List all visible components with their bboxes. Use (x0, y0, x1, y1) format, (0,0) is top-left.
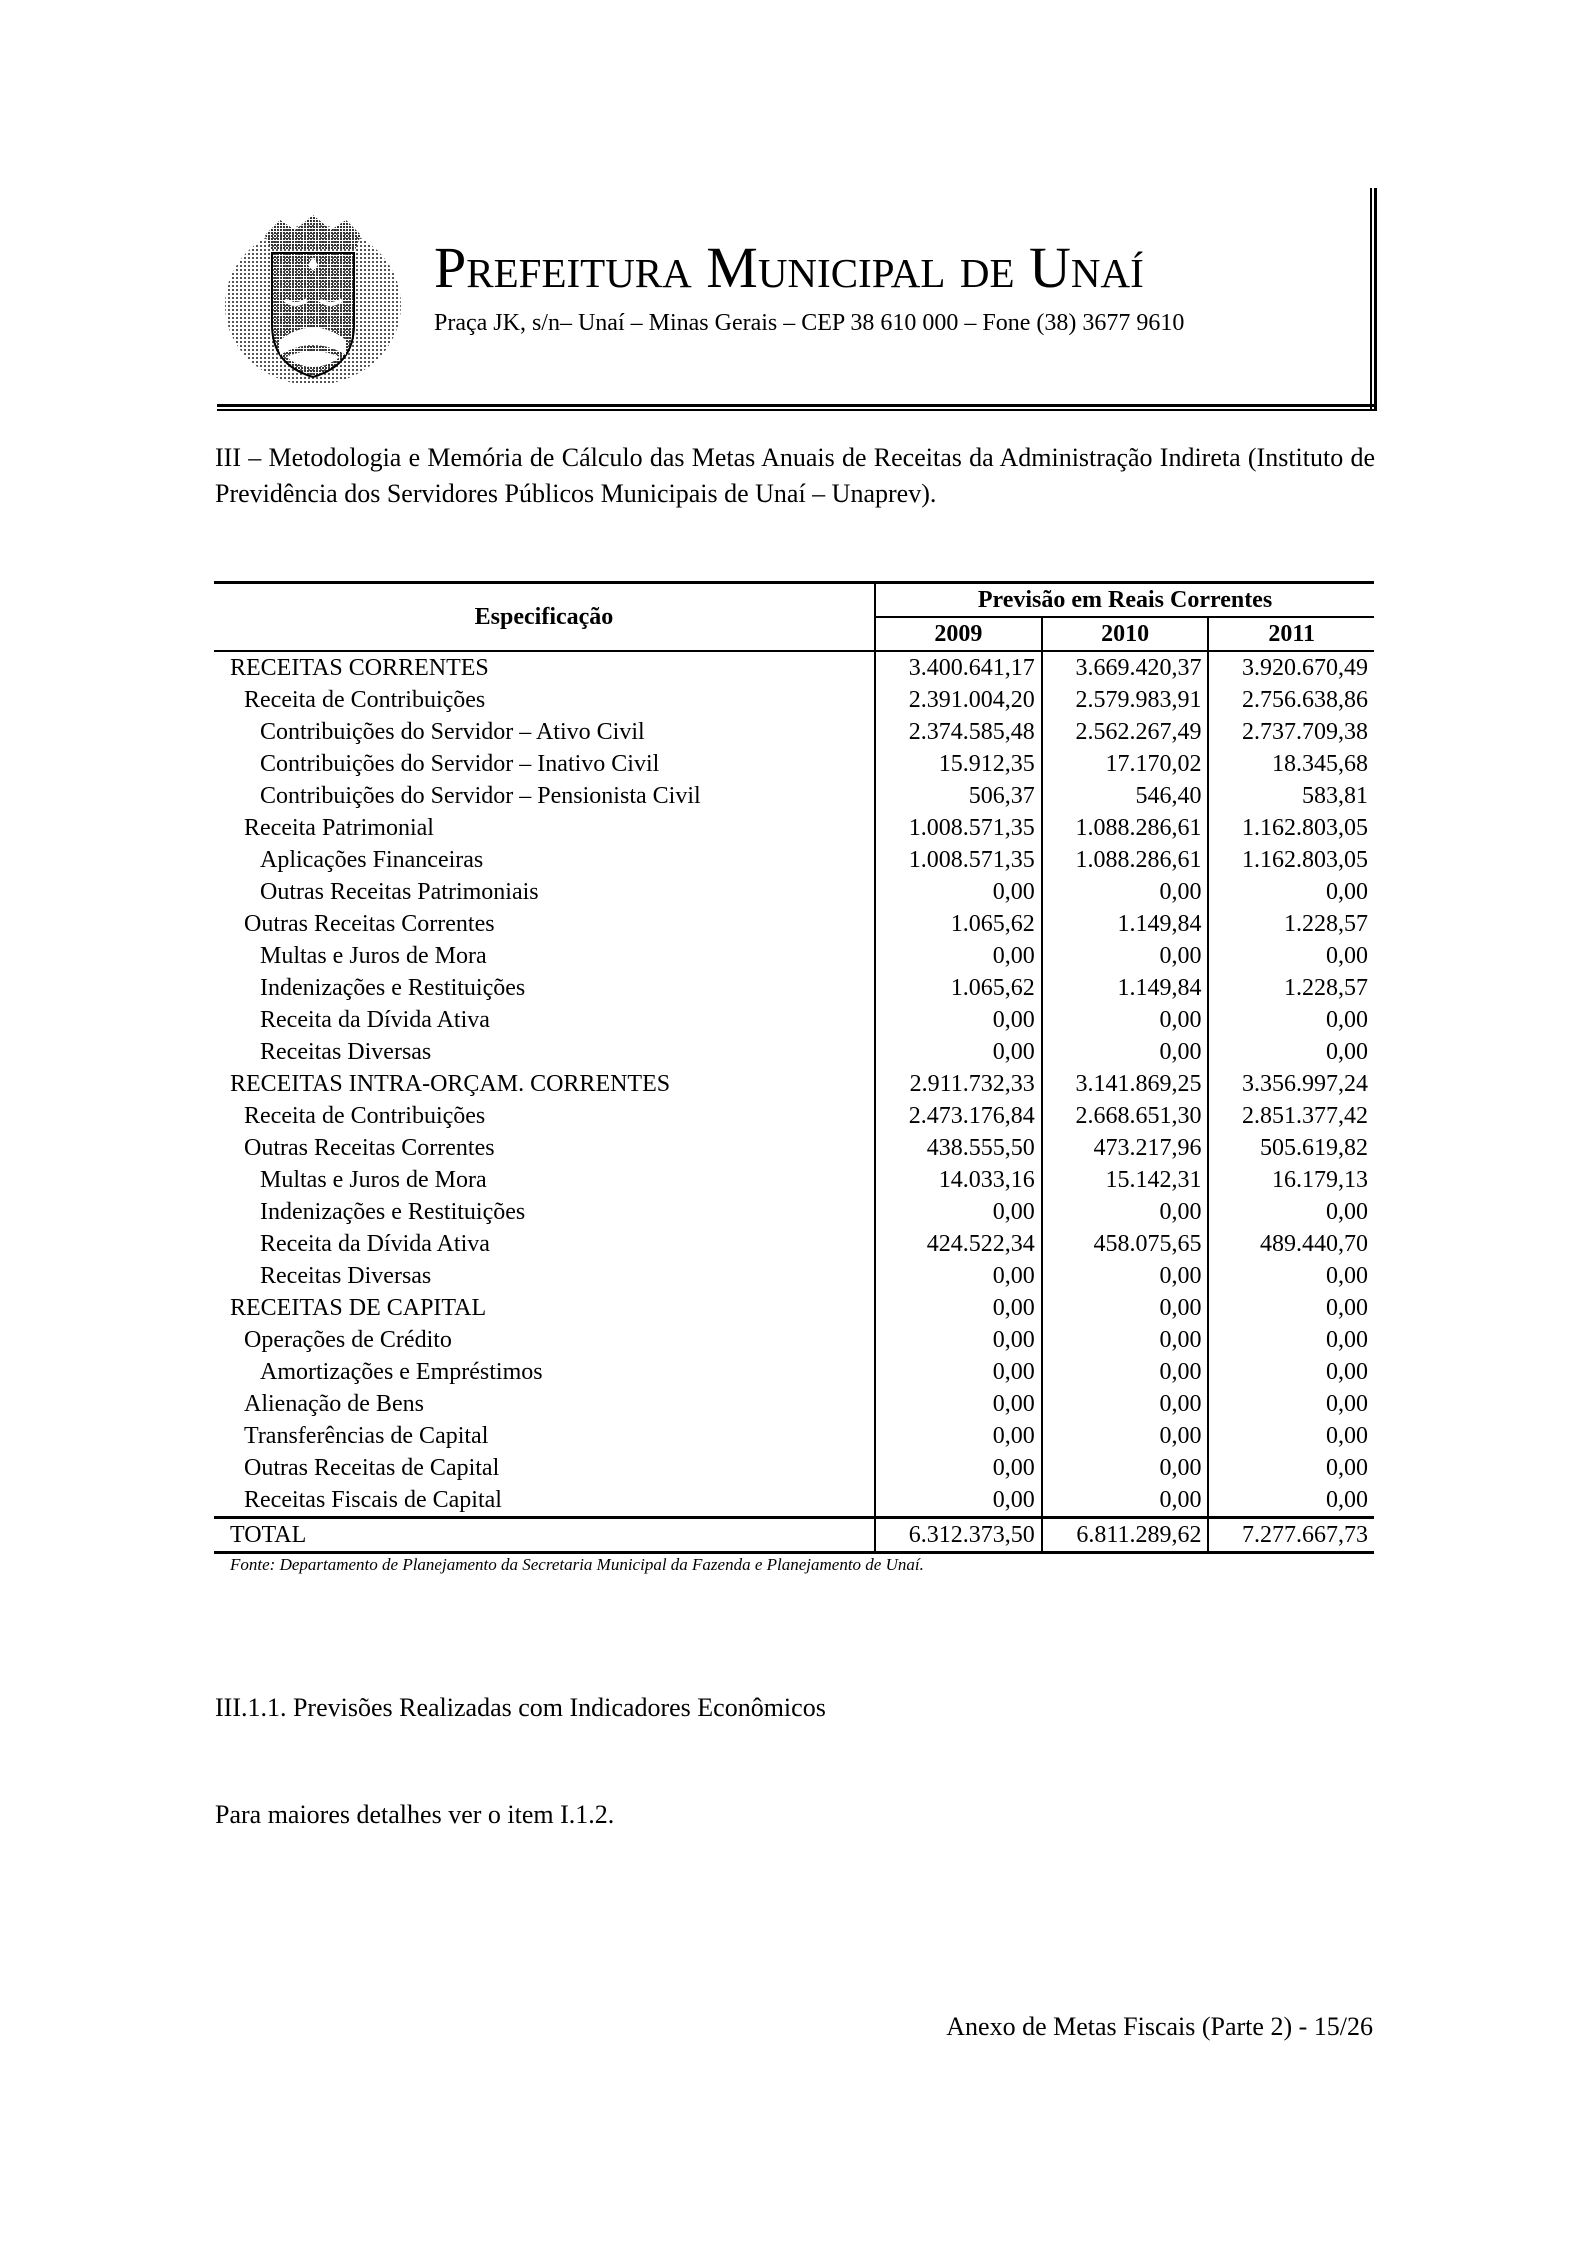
row-value: 16.179,13 (1208, 1164, 1374, 1196)
row-value: 0,00 (1208, 1388, 1374, 1420)
row-value: 0,00 (1042, 1292, 1209, 1324)
row-value: 0,00 (1208, 1484, 1374, 1518)
page-footer: Anexo de Metas Fiscais (Parte 2) - 15/26 (946, 2012, 1373, 2041)
table-row (214, 876, 1374, 908)
table-row (214, 844, 1374, 876)
row-value: 583,81 (1208, 780, 1374, 812)
row-value: 1.065,62 (875, 972, 1042, 1004)
row-value: 0,00 (875, 1452, 1042, 1484)
row-value: 0,00 (1042, 876, 1209, 908)
row-label: Amortizações e Empréstimos (260, 1359, 543, 1385)
table-row (214, 1100, 1374, 1132)
table-source-note: Fonte: Departamento de Planejamento da Secretaria Municipal da Fazenda e Planejamento de Unaí. (230, 1555, 924, 1574)
row-value: 2.851.377,42 (1208, 1100, 1374, 1132)
row-value: 3.669.420,37 (1042, 651, 1209, 684)
row-value: 0,00 (875, 1260, 1042, 1292)
row-value: 0,00 (1208, 1036, 1374, 1068)
row-value: 3.356.997,24 (1208, 1068, 1374, 1100)
row-label: Receita Patrimonial (244, 815, 434, 841)
row-value: 1.149,84 (1042, 972, 1209, 1004)
table-row (214, 1196, 1374, 1228)
row-value: 2.737.709,38 (1208, 716, 1374, 748)
row-label: Receita da Dívida Ativa (260, 1231, 490, 1257)
row-value: 0,00 (1208, 1420, 1374, 1452)
total-value: 6.811.289,62 (1042, 1518, 1209, 1553)
row-value: 2.562.267,49 (1042, 716, 1209, 748)
table-row (214, 908, 1374, 940)
row-value: 1.065,62 (875, 908, 1042, 940)
header-divider (217, 404, 1377, 411)
row-value: 1.228,57 (1208, 972, 1374, 1004)
intro-paragraph: III – Metodologia e Memória de Cálculo das Metas Anuais de Receitas da Administração Indireta (Instituto de Previdência dos Servidores Públicos Municipais de Unaí – Unaprev). (215, 443, 1375, 508)
page-title: Prefeitura Municipal de Unaí (434, 235, 1144, 300)
header-right-border (1370, 188, 1377, 411)
table-row (214, 1452, 1374, 1484)
table-row (214, 972, 1374, 1004)
row-value: 0,00 (1042, 1260, 1209, 1292)
row-label: RECEITAS INTRA-ORÇAM. CORRENTES (230, 1071, 671, 1097)
row-label: RECEITAS CORRENTES (230, 655, 489, 681)
total-label: TOTAL (214, 1518, 875, 1553)
column-group-header: Previsão em Reais Correntes (875, 583, 1374, 618)
row-label: Receita de Contribuições (244, 1103, 486, 1129)
row-value: 0,00 (1208, 940, 1374, 972)
row-label: Operações de Crédito (244, 1327, 452, 1353)
column-header-year: 2010 (1042, 617, 1209, 651)
row-value: 1.228,57 (1208, 908, 1374, 940)
table-row (214, 780, 1374, 812)
row-label: Multas e Juros de Mora (260, 943, 487, 969)
row-value: 3.920.670,49 (1208, 651, 1374, 684)
total-row (214, 1518, 1374, 1553)
row-value: 0,00 (1042, 1004, 1209, 1036)
row-value: 1.008.571,35 (875, 812, 1042, 844)
row-value: 0,00 (1208, 1292, 1374, 1324)
row-label: Receita da Dívida Ativa (260, 1007, 490, 1033)
row-value: 2.668.651,30 (1042, 1100, 1209, 1132)
row-value: 0,00 (875, 1420, 1042, 1452)
row-value: 0,00 (1208, 1324, 1374, 1356)
row-value: 0,00 (1042, 1388, 1209, 1420)
total-value: 7.277.667,73 (1208, 1518, 1374, 1553)
table-row (214, 1164, 1374, 1196)
row-label: Outras Receitas Patrimoniais (260, 879, 539, 905)
table-row (214, 651, 1374, 684)
row-value: 2.911.732,33 (875, 1068, 1042, 1100)
row-value: 506,37 (875, 780, 1042, 812)
row-value: 0,00 (875, 1196, 1042, 1228)
row-value: 0,00 (875, 876, 1042, 908)
row-value: 0,00 (875, 1004, 1042, 1036)
municipal-coat-of-arms-icon (220, 205, 406, 391)
revenue-forecast-table (214, 581, 1374, 1554)
row-value: 0,00 (1042, 1420, 1209, 1452)
row-value: 2.756.638,86 (1208, 684, 1374, 716)
table-row (214, 748, 1374, 780)
row-label: Transferências de Capital (244, 1423, 489, 1449)
row-value: 1.088.286,61 (1042, 812, 1209, 844)
letterhead (217, 188, 1377, 411)
table-row (214, 1356, 1374, 1388)
row-value: 1.162.803,05 (1208, 812, 1374, 844)
row-label: Alienação de Bens (244, 1391, 424, 1417)
row-value: 15.142,31 (1042, 1164, 1209, 1196)
row-value: 0,00 (875, 1324, 1042, 1356)
row-value: 438.555,50 (875, 1132, 1042, 1164)
row-label: RECEITAS DE CAPITAL (230, 1295, 487, 1321)
row-value: 0,00 (1208, 1004, 1374, 1036)
row-label: Outras Receitas Correntes (244, 1135, 495, 1161)
row-value: 0,00 (875, 940, 1042, 972)
row-label: Receitas Diversas (260, 1263, 432, 1289)
row-value: 0,00 (1208, 876, 1374, 908)
row-value: 0,00 (875, 1036, 1042, 1068)
row-label: Receitas Diversas (260, 1039, 432, 1065)
row-value: 546,40 (1042, 780, 1209, 812)
row-value: 0,00 (1208, 1356, 1374, 1388)
table-row (214, 1260, 1374, 1292)
row-value: 0,00 (875, 1292, 1042, 1324)
table-row (214, 716, 1374, 748)
row-value: 2.473.176,84 (875, 1100, 1042, 1132)
row-value: 0,00 (1208, 1196, 1374, 1228)
details-paragraph: Para maiores detalhes ver o item I.1.2. (215, 1800, 615, 1829)
row-value: 1.088.286,61 (1042, 844, 1209, 876)
section-heading: III.1.1. Previsões Realizadas com Indicadores Econômicos (215, 1693, 826, 1722)
row-value: 0,00 (875, 1484, 1042, 1518)
row-value: 3.141.869,25 (1042, 1068, 1209, 1100)
row-value: 1.008.571,35 (875, 844, 1042, 876)
table-row (214, 1004, 1374, 1036)
column-header-year: 2009 (875, 617, 1042, 651)
row-value: 2.391.004,20 (875, 684, 1042, 716)
row-value: 473.217,96 (1042, 1132, 1209, 1164)
table-row (214, 1068, 1374, 1100)
row-label: Outras Receitas Correntes (244, 911, 495, 937)
table-row (214, 1324, 1374, 1356)
row-value: 0,00 (875, 1388, 1042, 1420)
row-value: 14.033,16 (875, 1164, 1042, 1196)
table-row (214, 812, 1374, 844)
table-row (214, 1388, 1374, 1420)
row-value: 0,00 (1042, 1356, 1209, 1388)
row-value: 505.619,82 (1208, 1132, 1374, 1164)
row-value: 2.579.983,91 (1042, 684, 1209, 716)
row-value: 1.149,84 (1042, 908, 1209, 940)
table-row (214, 1484, 1374, 1518)
row-value: 15.912,35 (875, 748, 1042, 780)
row-value: 0,00 (1042, 940, 1209, 972)
row-value: 0,00 (1042, 1196, 1209, 1228)
row-label: Indenizações e Restituições (260, 975, 526, 1001)
table-row (214, 1292, 1374, 1324)
row-value: 0,00 (1042, 1324, 1209, 1356)
row-value: 3.400.641,17 (875, 651, 1042, 684)
table-row (214, 940, 1374, 972)
table-row (214, 1036, 1374, 1068)
row-label: Contribuições do Servidor – Pensionista Civil (260, 783, 701, 809)
table-row (214, 1132, 1374, 1164)
row-label: Contribuições do Servidor – Ativo Civil (260, 719, 645, 745)
row-value: 1.162.803,05 (1208, 844, 1374, 876)
row-value: 0,00 (1208, 1452, 1374, 1484)
row-label: Contribuições do Servidor – Inativo Civil (260, 751, 660, 777)
row-value: 489.440,70 (1208, 1228, 1374, 1260)
row-label: Indenizações e Restituições (260, 1199, 526, 1225)
row-value: 18.345,68 (1208, 748, 1374, 780)
row-value: 0,00 (1208, 1260, 1374, 1292)
row-value: 17.170,02 (1042, 748, 1209, 780)
row-value: 0,00 (1042, 1452, 1209, 1484)
row-value: 0,00 (1042, 1036, 1209, 1068)
row-label: Receita de Contribuições (244, 687, 486, 713)
table-row (214, 684, 1374, 716)
row-label: Multas e Juros de Mora (260, 1167, 487, 1193)
table-row (214, 1420, 1374, 1452)
row-label: Aplicações Financeiras (260, 847, 484, 873)
row-value: 424.522,34 (875, 1228, 1042, 1260)
row-label: Outras Receitas de Capital (244, 1455, 500, 1481)
row-value: 0,00 (1042, 1484, 1209, 1518)
table-row (214, 1228, 1374, 1260)
row-label: Receitas Fiscais de Capital (244, 1487, 502, 1513)
row-value: 2.374.585,48 (875, 716, 1042, 748)
row-value: 0,00 (875, 1356, 1042, 1388)
address-line: Praça JK, s/n– Unaí – Minas Gerais – CEP 38 610 000 – Fone (38) 3677 9610 (434, 310, 1185, 336)
column-header-specification: Especificação (214, 583, 875, 652)
column-header-year: 2011 (1208, 617, 1374, 651)
total-value: 6.312.373,50 (875, 1518, 1042, 1553)
row-value: 458.075,65 (1042, 1228, 1209, 1260)
